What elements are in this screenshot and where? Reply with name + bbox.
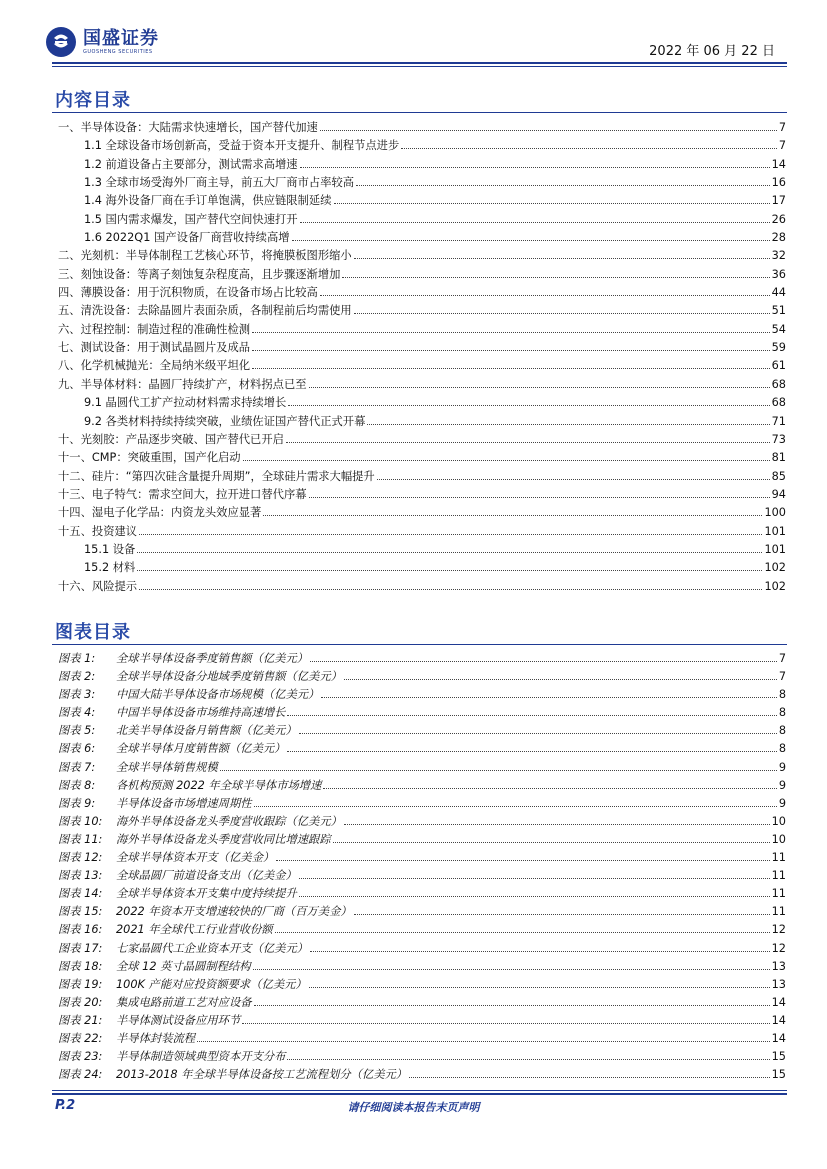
toc-title-rule bbox=[52, 112, 787, 113]
figure-entry[interactable] bbox=[58, 668, 786, 686]
figure-entry-page: 14 bbox=[771, 1013, 786, 1027]
toc-entry-label: 9.2 各类材料持续持续突破，业绩佐证国产替代正式开幕 bbox=[84, 414, 366, 428]
dot-leader bbox=[354, 914, 770, 915]
toc-entry-label: 十五、投资建议 bbox=[58, 524, 138, 538]
figure-entry[interactable] bbox=[58, 849, 786, 867]
figure-entry-label: 全球半导体月度销售额（亿美元） bbox=[116, 742, 286, 756]
figure-entry[interactable] bbox=[58, 1066, 786, 1084]
figure-entry-label: 半导体制造领域典型资本开支分布 bbox=[116, 1050, 286, 1064]
figure-entry-label: 中国大陆半导体设备市场规模（亿美元） bbox=[116, 688, 320, 702]
toc-entry[interactable] bbox=[58, 284, 786, 302]
figure-entry-number: 图表 1: bbox=[58, 652, 96, 665]
dot-leader bbox=[300, 167, 770, 168]
figure-entry-number: 图表 6: bbox=[58, 742, 96, 756]
figure-entry-label: 全球半导体设备分地域季度销售额（亿美元） bbox=[116, 670, 342, 684]
figure-entry[interactable] bbox=[58, 722, 786, 740]
figure-entry[interactable] bbox=[58, 704, 786, 722]
figure-entry-label: 全球半导体设备季度销售额（亿美元） bbox=[116, 652, 309, 665]
figure-entry-page: 11 bbox=[771, 869, 786, 883]
figure-entry-page: 11 bbox=[771, 887, 786, 901]
toc-entry-page: 7 bbox=[778, 121, 786, 134]
figure-entry-number: 图表 7: bbox=[58, 760, 96, 774]
figure-entry[interactable] bbox=[58, 1030, 786, 1048]
dot-leader bbox=[286, 442, 770, 443]
dot-leader bbox=[252, 368, 770, 369]
toc-entry[interactable] bbox=[58, 339, 786, 357]
toc-entry[interactable] bbox=[58, 468, 786, 486]
toc-entry-label: 十、光刻胶：产品逐步突破、国产替代已开启 bbox=[58, 432, 284, 446]
toc-entry-label: 九、半导体材料：晶圆厂持续扩产，材料拐点已至 bbox=[58, 377, 307, 391]
figure-entry-label: 全球半导体销售规模 bbox=[116, 760, 218, 774]
table-of-contents bbox=[58, 119, 786, 596]
toc-entry[interactable] bbox=[58, 504, 786, 522]
toc-entry-page: 101 bbox=[764, 542, 786, 556]
figure-entry[interactable] bbox=[58, 650, 786, 668]
toc-entry-page: 68 bbox=[771, 377, 786, 391]
dot-leader bbox=[342, 277, 769, 278]
dot-leader bbox=[354, 313, 770, 314]
figure-entry-page: 7 bbox=[778, 670, 786, 684]
toc-entry[interactable] bbox=[58, 559, 786, 577]
toc-entry[interactable] bbox=[58, 266, 786, 284]
figure-entry-label: 全球半导体资本开支集中度持续提升 bbox=[116, 887, 297, 901]
toc-entry[interactable] bbox=[58, 413, 786, 431]
toc-entry[interactable] bbox=[58, 523, 786, 541]
toc-entry-label: 一、半导体设备：大陆需求快速增长，国产替代加速 bbox=[58, 121, 318, 134]
figure-entry-number: 图表 16: bbox=[58, 923, 103, 937]
toc-entry-page: 59 bbox=[771, 341, 786, 355]
dot-leader bbox=[252, 350, 770, 351]
figure-entry-label: 2022 年资本开支增速较快的厂商（百万美金） bbox=[116, 905, 352, 919]
toc-entry-label: 15.2 材料 bbox=[84, 561, 136, 575]
toc-entry-label: 十三、电子特气：需求空间大，拉开进口替代序幕 bbox=[58, 487, 307, 501]
dot-leader bbox=[299, 896, 770, 897]
figure-entry[interactable] bbox=[58, 1012, 786, 1030]
figure-entry-page: 9 bbox=[778, 778, 786, 792]
toc-entry[interactable] bbox=[58, 174, 786, 192]
toc-entry[interactable] bbox=[58, 449, 786, 467]
dot-leader bbox=[344, 824, 770, 825]
toc-entry-page: 71 bbox=[771, 414, 786, 428]
toc-entry-label: 1.4 海外设备厂商在手订单饱满，供应链限制延续 bbox=[84, 194, 332, 208]
figure-entry-label: 中国半导体设备市场维持高速增长 bbox=[116, 706, 286, 720]
figure-entry-page: 9 bbox=[778, 796, 786, 810]
toc-entry-page: 28 bbox=[771, 231, 786, 245]
disclaimer: 请仔细阅读本报告末页声明 bbox=[347, 1101, 480, 1114]
toc-entry-page: 17 bbox=[771, 194, 786, 208]
toc-entry-page: 36 bbox=[771, 267, 786, 281]
dot-leader bbox=[287, 1059, 769, 1060]
toc-entry-page: 68 bbox=[771, 396, 786, 410]
toc-entry[interactable] bbox=[58, 119, 786, 137]
header-rule-thin bbox=[52, 66, 787, 67]
toc-entry[interactable] bbox=[58, 357, 786, 375]
dot-leader bbox=[377, 479, 770, 480]
toc-entry-page: 14 bbox=[771, 157, 786, 171]
company-logo bbox=[45, 24, 175, 60]
toc-entry[interactable] bbox=[58, 229, 786, 247]
figure-entry-page: 15 bbox=[771, 1050, 786, 1064]
figure-entry-label: 七家晶圆代工企业资本开支（亿美元） bbox=[116, 941, 309, 955]
figure-entry-number: 图表 22: bbox=[58, 1031, 103, 1045]
toc-entry-page: 85 bbox=[771, 469, 786, 483]
toc-entry[interactable] bbox=[58, 394, 786, 412]
footer-rule bbox=[52, 1090, 787, 1091]
figure-entry-number: 图表 21: bbox=[58, 1013, 103, 1027]
figure-entry-number: 图表 15: bbox=[58, 905, 103, 919]
toc-title: 内容目录 bbox=[55, 90, 131, 111]
toc-entry-label: 9.1 晶圆代工扩产拉动材料需求持续增长 bbox=[84, 396, 287, 410]
toc-entry[interactable] bbox=[58, 321, 786, 339]
dot-leader bbox=[309, 387, 770, 388]
dot-leader bbox=[243, 460, 770, 461]
figure-entry-page: 8 bbox=[778, 724, 786, 738]
figure-entry[interactable] bbox=[58, 903, 786, 921]
figure-entry-label: 北美半导体设备月销售额（亿美元） bbox=[116, 724, 297, 738]
dot-leader bbox=[252, 332, 770, 333]
toc-entry-label: 二、光刻机：半导体制程工艺核心环节，将掩膜板图形缩小 bbox=[58, 249, 352, 263]
dot-leader bbox=[254, 806, 777, 807]
toc-entry-label: 1.3 全球市场受海外厂商主导，前五大厂商市占率较高 bbox=[84, 176, 355, 190]
dot-leader bbox=[321, 697, 776, 698]
figure-entry-page: 9 bbox=[778, 760, 786, 774]
figure-entry[interactable] bbox=[58, 686, 786, 704]
figure-entry[interactable] bbox=[58, 831, 786, 849]
toc-entry-label: 十六、风险提示 bbox=[58, 579, 138, 593]
toc-entry-label: 1.1 全球设备市场创新高，受益于资本开支提升、制程节点进步 bbox=[84, 139, 400, 153]
dot-leader bbox=[287, 715, 776, 716]
figure-entry-label: 半导体封装流程 bbox=[116, 1031, 196, 1045]
figure-entry[interactable] bbox=[58, 885, 786, 903]
report-date: 2022 年 06 月 22 日 bbox=[649, 44, 775, 59]
figure-entry[interactable] bbox=[58, 777, 786, 795]
list-of-figures bbox=[58, 650, 786, 1084]
toc-entry[interactable] bbox=[58, 578, 786, 596]
figure-entry-number: 图表 4: bbox=[58, 706, 96, 720]
dot-leader bbox=[409, 1077, 770, 1078]
toc-entry[interactable] bbox=[58, 431, 786, 449]
figure-entry[interactable] bbox=[58, 976, 786, 994]
figure-entry-label: 半导体设备市场增速周期性 bbox=[116, 796, 252, 810]
figure-entry-label: 各机构预测 2022 年全球半导体市场增速 bbox=[116, 778, 322, 792]
dot-leader bbox=[401, 148, 777, 149]
figure-entry[interactable] bbox=[58, 759, 786, 777]
dot-leader bbox=[310, 951, 770, 952]
figure-entry-number: 图表 12: bbox=[58, 851, 103, 865]
figures-title-rule bbox=[52, 644, 787, 645]
dot-leader bbox=[253, 969, 770, 970]
toc-entry[interactable] bbox=[58, 156, 786, 174]
figure-entry-page: 8 bbox=[778, 742, 786, 756]
toc-entry-page: 100 bbox=[764, 506, 786, 520]
toc-entry-page: 26 bbox=[771, 212, 786, 226]
dot-leader bbox=[220, 770, 777, 771]
toc-entry-label: 15.1 设备 bbox=[84, 542, 136, 556]
figure-entry[interactable] bbox=[58, 813, 786, 831]
figure-entry-number: 图表 23: bbox=[58, 1050, 103, 1064]
figure-entry-page: 14 bbox=[771, 995, 786, 1009]
dot-leader bbox=[287, 751, 776, 752]
toc-entry-page: 61 bbox=[771, 359, 786, 373]
toc-entry-page: 102 bbox=[764, 561, 786, 575]
figure-entry-number: 图表 17: bbox=[58, 941, 103, 955]
dot-leader bbox=[137, 570, 762, 571]
toc-entry[interactable] bbox=[58, 247, 786, 265]
dot-leader bbox=[276, 860, 769, 861]
toc-entry[interactable] bbox=[58, 211, 786, 229]
toc-entry-label: 七、测试设备：用于测试晶圆片及成品 bbox=[58, 341, 251, 355]
page-header bbox=[0, 0, 827, 70]
figure-entry-page: 10 bbox=[771, 832, 786, 846]
toc-entry-label: 三、刻蚀设备：等离子刻蚀复杂程度高，且步骤逐渐增加 bbox=[58, 267, 341, 281]
logo-text: 国盛证券 bbox=[83, 27, 159, 49]
figure-entry-number: 图表 3: bbox=[58, 688, 96, 702]
toc-entry-page: 7 bbox=[778, 139, 786, 153]
toc-entry-label: 六、过程控制：制造过程的准确性检测 bbox=[58, 322, 251, 336]
figure-entry-page: 14 bbox=[771, 1031, 786, 1045]
toc-entry-page: 51 bbox=[771, 304, 786, 318]
figure-entry-page: 11 bbox=[771, 905, 786, 919]
figure-entry-page: 15 bbox=[771, 1068, 786, 1082]
figure-entry-label: 集成电路前道工艺对应设备 bbox=[116, 995, 252, 1009]
figure-entry-label: 2021 年全球代工行业营收份额 bbox=[116, 923, 273, 937]
figure-entry-page: 13 bbox=[771, 977, 786, 991]
figure-entry-page: 12 bbox=[771, 941, 786, 955]
toc-entry-page: 32 bbox=[771, 249, 786, 263]
figure-entry-label: 全球半导体资本开支（亿美金） bbox=[116, 851, 275, 865]
figure-entry-number: 图表 13: bbox=[58, 869, 103, 883]
toc-entry-page: 81 bbox=[771, 451, 786, 465]
figure-entry-label: 2013-2018 年全球半导体设备按工艺流程划分（亿美元） bbox=[116, 1068, 408, 1082]
figure-entry-label: 海外半导体设备龙头季度营收跟踪（亿美元） bbox=[116, 814, 342, 828]
toc-entry-label: 1.6 2022Q1 国产设备厂商营收持续高增 bbox=[84, 231, 290, 245]
figure-entry-page: 10 bbox=[771, 814, 786, 828]
toc-entry-page: 16 bbox=[771, 176, 786, 190]
dot-leader bbox=[320, 295, 770, 296]
toc-entry[interactable] bbox=[58, 376, 786, 394]
figure-entry-number: 图表 18: bbox=[58, 959, 103, 973]
dot-leader bbox=[137, 552, 762, 553]
toc-entry-page: 102 bbox=[764, 579, 786, 593]
dot-leader bbox=[323, 788, 776, 789]
dot-leader bbox=[242, 1023, 769, 1024]
dot-leader bbox=[367, 424, 769, 425]
dot-leader bbox=[263, 515, 762, 516]
dot-leader bbox=[320, 130, 777, 131]
toc-entry-page: 73 bbox=[771, 432, 786, 446]
toc-entry[interactable] bbox=[58, 486, 786, 504]
figure-entry[interactable] bbox=[58, 921, 786, 939]
dot-leader bbox=[275, 932, 770, 933]
figure-entry[interactable] bbox=[58, 958, 786, 976]
figure-entry[interactable] bbox=[58, 740, 786, 758]
figure-entry-page: 12 bbox=[771, 923, 786, 937]
dot-leader bbox=[354, 258, 770, 259]
dot-leader bbox=[310, 661, 777, 662]
dot-leader bbox=[139, 589, 762, 590]
figures-title: 图表目录 bbox=[55, 622, 131, 643]
figure-entry-label: 100K 产能对应投资额要求（亿美元） bbox=[116, 977, 307, 991]
dot-leader bbox=[333, 842, 770, 843]
figure-entry-number: 图表 19: bbox=[58, 977, 103, 991]
dot-leader bbox=[197, 1041, 770, 1042]
dot-leader bbox=[300, 222, 770, 223]
figure-entry-page: 8 bbox=[778, 688, 786, 702]
logo-icon bbox=[45, 26, 77, 58]
toc-entry[interactable] bbox=[58, 137, 786, 155]
figure-entry-label: 海外半导体设备龙头季度营收同比增速跟踪 bbox=[116, 832, 331, 846]
dot-leader bbox=[299, 733, 777, 734]
toc-entry-label: 十一、CMP：突破重围，国产化启动 bbox=[58, 451, 241, 465]
figure-entry-number: 图表 20: bbox=[58, 995, 103, 1009]
toc-entry-label: 1.2 前道设备占主要部分，测试需求高增速 bbox=[84, 157, 298, 171]
figure-entry-number: 图表 24: bbox=[58, 1068, 103, 1082]
logo-subtext: GUOSHENG SECURITIES bbox=[83, 48, 153, 55]
figure-entry-label: 全球晶圆厂前道设备支出（亿美金） bbox=[116, 869, 297, 883]
toc-entry-label: 八、化学机械抛光：全局纳米级平坦化 bbox=[58, 359, 251, 373]
toc-entry-page: 94 bbox=[771, 487, 786, 501]
toc-entry-label: 1.5 国内需求爆发，国产替代空间快速打开 bbox=[84, 212, 298, 226]
dot-leader bbox=[309, 987, 770, 988]
figure-entry-number: 图表 8: bbox=[58, 778, 96, 792]
toc-entry-page: 101 bbox=[764, 524, 786, 538]
figure-entry-number: 图表 2: bbox=[58, 670, 96, 684]
footer-rule-thick bbox=[52, 1093, 787, 1095]
figure-entry-number: 图表 10: bbox=[58, 814, 103, 828]
figure-entry-number: 图表 11: bbox=[58, 832, 103, 846]
page-number: P.2 bbox=[55, 1098, 76, 1113]
figure-entry[interactable] bbox=[58, 1048, 786, 1066]
toc-entry-label: 十二、硅片：“第四次硅含量提升周期”，全球硅片需求大幅提升 bbox=[58, 469, 375, 483]
figure-entry[interactable] bbox=[58, 994, 786, 1012]
toc-entry-label: 十四、湿电子化学品：内资龙头效应显著 bbox=[58, 506, 262, 520]
toc-entry-page: 54 bbox=[771, 322, 786, 336]
dot-leader bbox=[254, 1005, 770, 1006]
toc-entry-label: 四、薄膜设备：用于沉积物质，在设备市场占比较高 bbox=[58, 286, 318, 300]
dot-leader bbox=[288, 405, 769, 406]
figure-entry-page: 13 bbox=[771, 959, 786, 973]
figure-entry-number: 图表 5: bbox=[58, 724, 96, 738]
figure-entry-page: 11 bbox=[771, 851, 786, 865]
figure-entry-page: 8 bbox=[778, 706, 786, 720]
toc-entry[interactable] bbox=[58, 541, 786, 559]
dot-leader bbox=[334, 203, 770, 204]
dot-leader bbox=[344, 679, 777, 680]
figure-entry-number: 图表 9: bbox=[58, 796, 96, 810]
header-rule bbox=[52, 62, 787, 64]
figure-entry[interactable] bbox=[58, 867, 786, 885]
figure-entry-label: 半导体测试设备应用环节 bbox=[116, 1013, 241, 1027]
dot-leader bbox=[356, 185, 770, 186]
toc-entry[interactable] bbox=[58, 302, 786, 320]
toc-entry-label: 五、清洗设备：去除晶圆片表面杂质，各制程前后均需使用 bbox=[58, 304, 352, 318]
dot-leader bbox=[292, 240, 770, 241]
figure-entry-page: 7 bbox=[778, 652, 786, 665]
dot-leader bbox=[309, 497, 770, 498]
dot-leader bbox=[299, 878, 770, 879]
figure-entry-number: 图表 14: bbox=[58, 887, 103, 901]
figure-entry-label: 全球 12 英寸晶圆制程结构 bbox=[116, 959, 251, 973]
figure-entry[interactable] bbox=[58, 795, 786, 813]
toc-entry-page: 44 bbox=[771, 286, 786, 300]
toc-entry[interactable] bbox=[58, 192, 786, 210]
dot-leader bbox=[139, 534, 762, 535]
figure-entry[interactable] bbox=[58, 940, 786, 958]
